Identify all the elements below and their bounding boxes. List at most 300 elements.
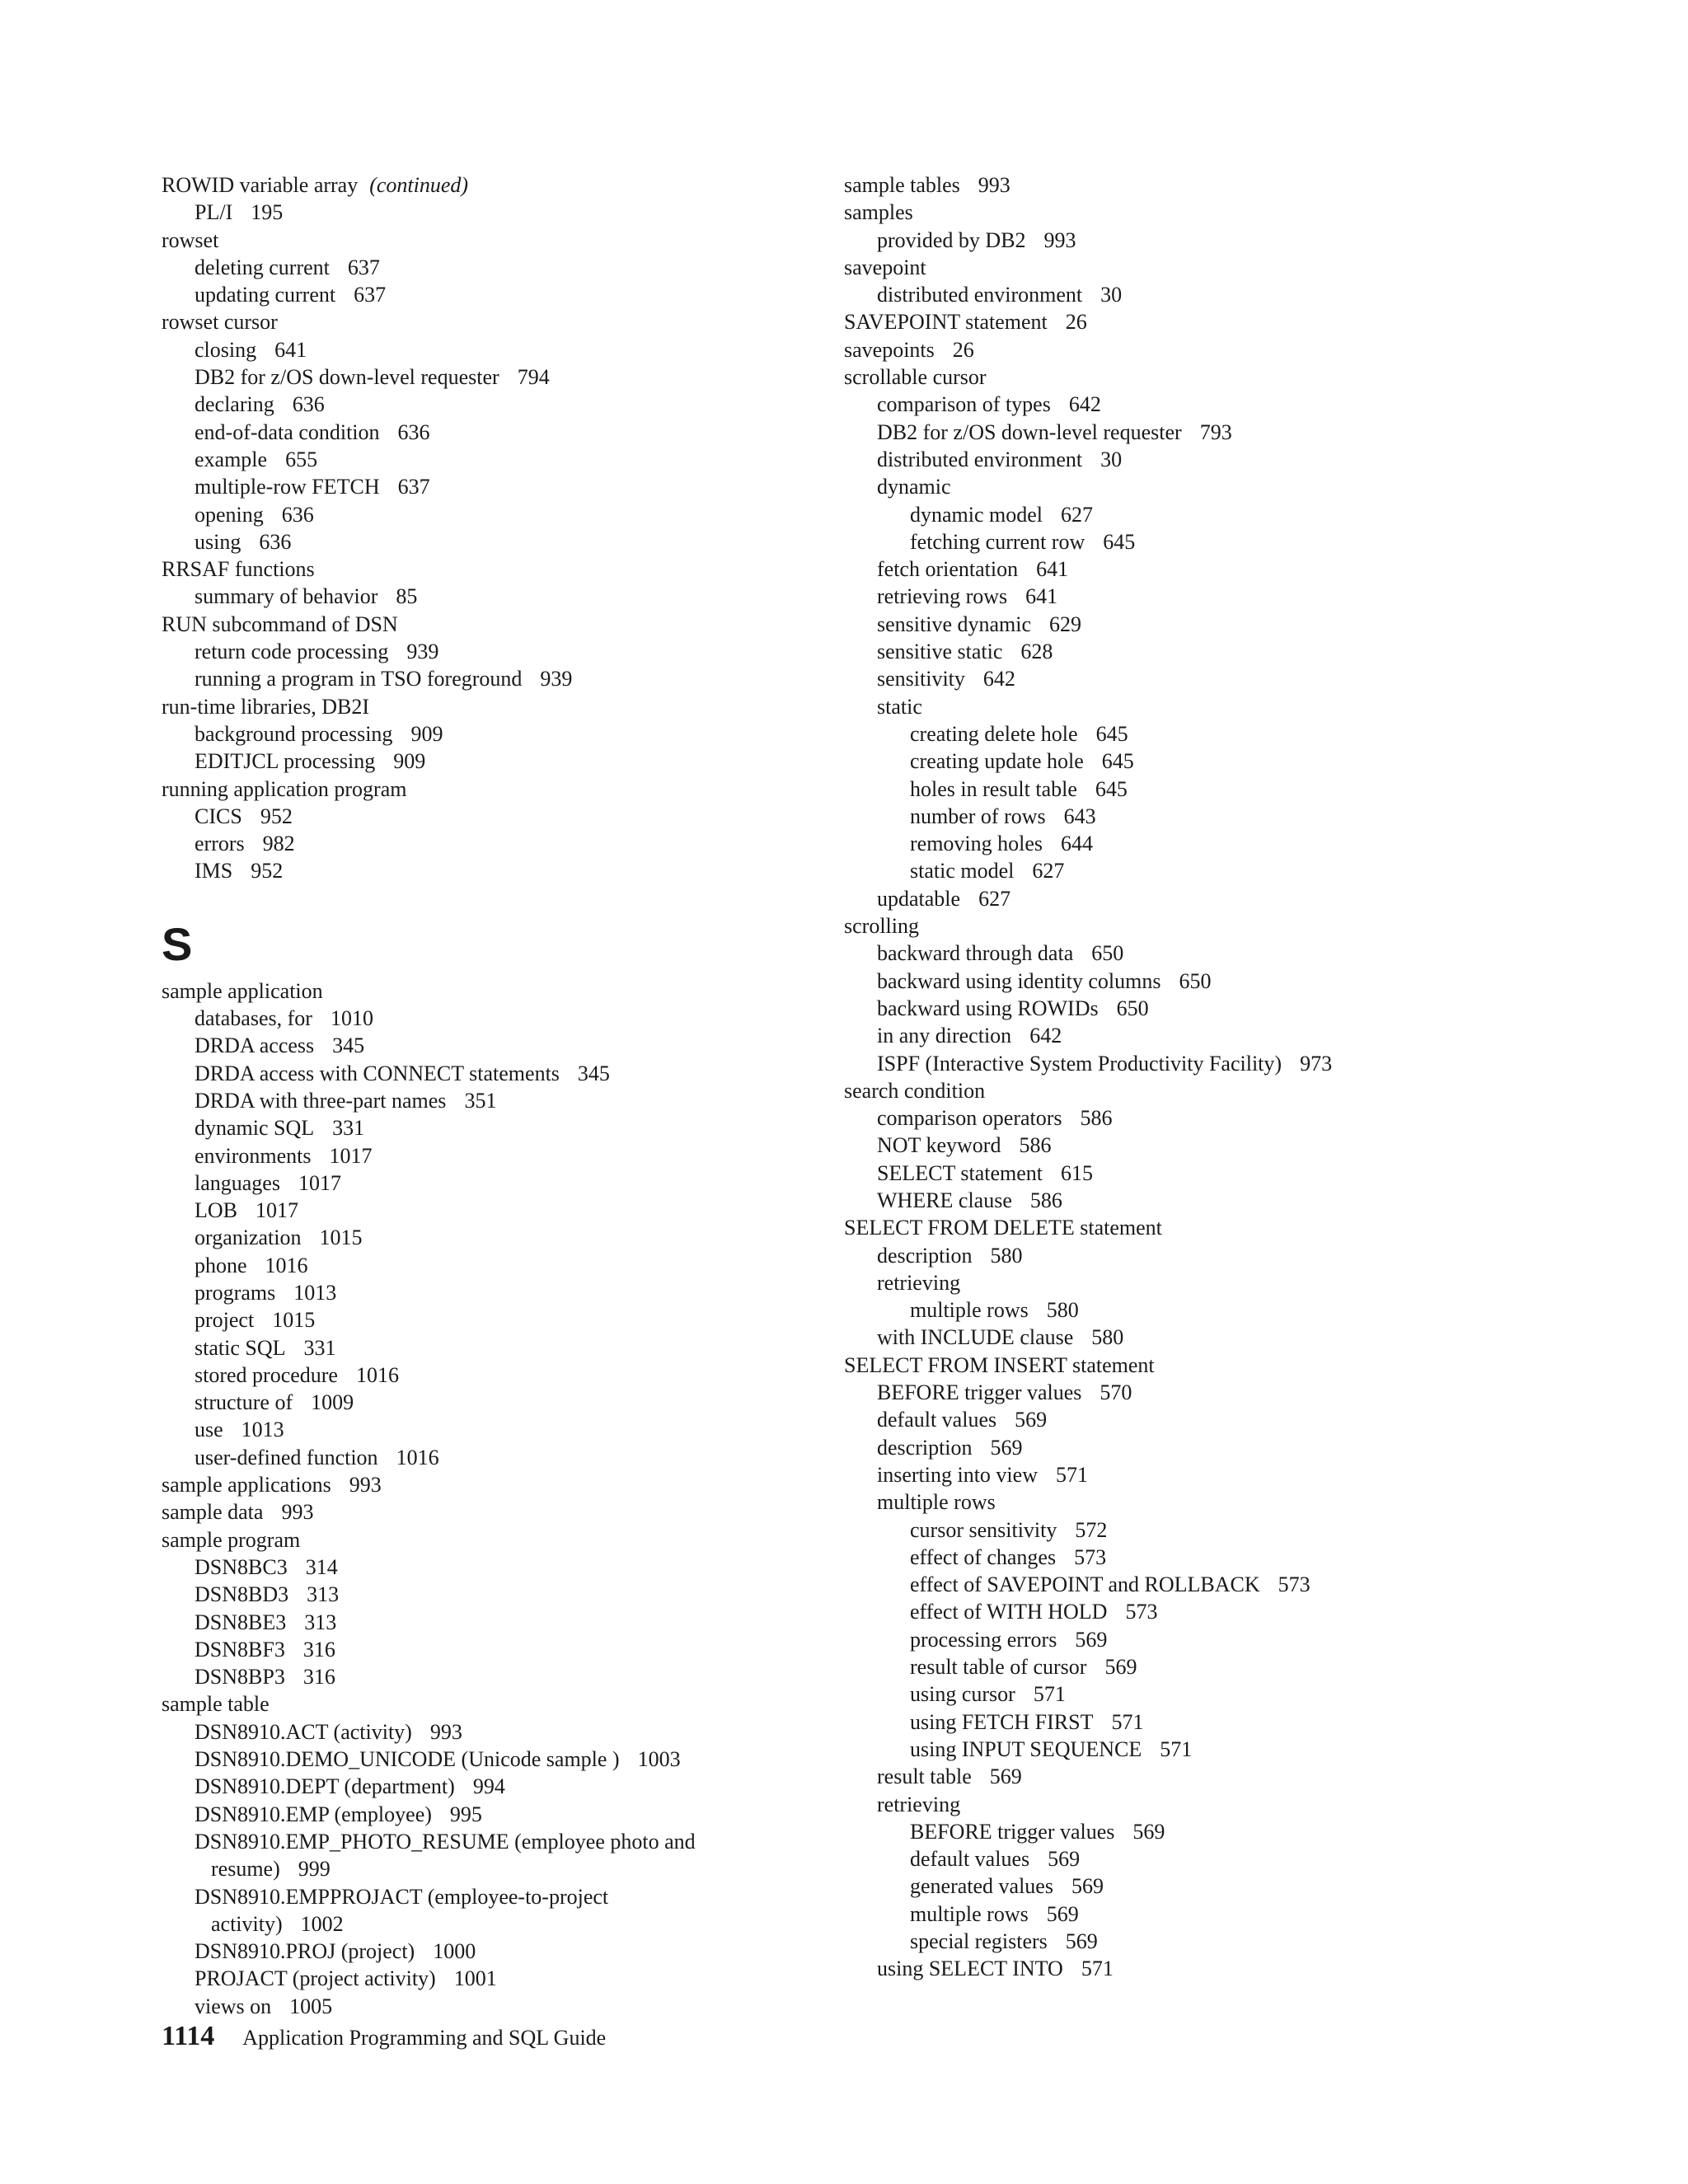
index-term: BEFORE trigger values	[910, 1819, 1115, 1844]
index-term: opening	[195, 502, 264, 527]
index-entry	[162, 1609, 788, 1636]
index-term: dynamic	[877, 475, 951, 499]
continued-note: (continued)	[369, 173, 469, 197]
page-reference: 909	[393, 749, 426, 774]
index-term: DSN8BD3	[195, 1582, 289, 1607]
page-reference: 1017	[256, 1198, 298, 1223]
index-term: effect of WITH HOLD	[910, 1600, 1108, 1624]
index-entry	[844, 1626, 1520, 1653]
index-entry	[844, 555, 1520, 583]
index-entry	[162, 611, 788, 638]
page-reference: 909	[410, 721, 443, 746]
page-reference: 580	[990, 1243, 1023, 1268]
index-entry	[162, 720, 788, 748]
page-reference: 973	[1300, 1051, 1333, 1076]
index-entry	[844, 912, 1520, 940]
index-entry	[844, 995, 1520, 1022]
index-term: RUN subcommand of DSN	[162, 612, 398, 636]
index-entry	[162, 776, 788, 803]
index-entry	[844, 693, 1520, 720]
index-term: DSN8BC3	[195, 1554, 288, 1579]
index-entry	[162, 1993, 788, 2020]
index-entry	[844, 227, 1520, 254]
index-term: rowset cursor	[162, 310, 278, 335]
index-entry	[844, 336, 1520, 363]
page-reference: 637	[354, 283, 387, 307]
index-entry	[844, 1187, 1520, 1214]
index-term: using cursor	[910, 1682, 1015, 1707]
index-term: creating delete hole	[910, 721, 1078, 746]
index-term: static model	[910, 859, 1015, 883]
page-reference: 586	[1019, 1133, 1052, 1158]
index-entry	[162, 1581, 788, 1608]
index-entry	[162, 1471, 788, 1498]
index-entry	[844, 1818, 1520, 1845]
index-term: fetch orientation	[877, 557, 1019, 582]
page-reference: 1001	[453, 1966, 497, 1991]
index-term: DSN8910.EMP (employee)	[195, 1802, 432, 1826]
index-entry	[162, 857, 788, 884]
page-reference: 569	[989, 1765, 1022, 1789]
index-entry	[162, 199, 788, 226]
index-term: retrieving	[877, 1270, 961, 1295]
page-reference: 636	[292, 392, 325, 417]
index-entry	[844, 419, 1520, 446]
index-entry	[844, 501, 1520, 528]
page-reference: 351	[464, 1088, 497, 1113]
index-term: dynamic SQL	[195, 1116, 315, 1141]
index-term: structure of	[195, 1390, 293, 1415]
index-term: programs	[195, 1280, 276, 1305]
page-reference: 993	[281, 1500, 314, 1525]
index-term: summary of behavior	[195, 584, 378, 609]
index-term: ISPF (Interactive System Productivity Facility)	[877, 1051, 1282, 1076]
page-reference: 939	[406, 640, 439, 664]
index-entry	[844, 1516, 1520, 1544]
page-reference: 573	[1074, 1544, 1107, 1569]
index-entry	[162, 1444, 788, 1471]
index-term: RRSAF functions	[162, 557, 315, 582]
index-term: NOT keyword	[877, 1133, 1001, 1158]
page-reference: 637	[347, 255, 380, 279]
index-term: updatable	[877, 886, 961, 911]
index-entry	[844, 171, 1520, 199]
page-reference: 569	[1132, 1819, 1165, 1844]
index-term: comparison operators	[877, 1106, 1062, 1131]
index-term: SELECT FROM DELETE statement	[844, 1216, 1162, 1240]
index-entry	[844, 1488, 1520, 1516]
index-entry	[162, 693, 788, 720]
index-entry	[844, 1900, 1520, 1928]
index-entry	[844, 1653, 1520, 1680]
index-term: CICS	[195, 804, 242, 828]
page-reference: 1017	[298, 1170, 341, 1195]
index-entry	[162, 638, 788, 665]
index-entry	[844, 281, 1520, 308]
index-term: result table	[877, 1765, 972, 1789]
index-entry	[844, 748, 1520, 775]
page-reference: 645	[1101, 749, 1134, 774]
page-reference: 641	[274, 337, 307, 362]
index-entry	[162, 1883, 788, 1910]
index-term: provided by DB2	[877, 227, 1026, 252]
index-entry	[162, 1252, 788, 1279]
index-term: backward using identity columns	[877, 968, 1161, 993]
index-entry	[162, 501, 788, 528]
page-reference: 952	[251, 859, 284, 883]
index-term: fetching current row	[910, 529, 1085, 554]
index-term: organization	[195, 1226, 302, 1250]
page-reference: 642	[1029, 1024, 1062, 1048]
index-entry	[844, 1928, 1520, 1955]
page-number: 1114	[162, 2021, 215, 2051]
index-entry	[162, 336, 788, 363]
index-entry	[162, 1855, 788, 1882]
page-reference: 345	[332, 1033, 365, 1058]
page-reference: 993	[429, 1719, 462, 1744]
page-reference: 573	[1125, 1600, 1158, 1624]
index-term: running a program in TSO foreground	[195, 667, 523, 691]
index-entry	[844, 1269, 1520, 1296]
index-term: rowset	[162, 227, 219, 252]
index-entry	[162, 446, 788, 473]
index-term: declaring	[195, 392, 274, 417]
index-term: sample application	[162, 978, 323, 1003]
page-reference: 569	[1065, 1929, 1098, 1953]
index-term: dynamic model	[910, 502, 1043, 527]
page-reference: 636	[259, 529, 292, 554]
index-term: sample applications	[162, 1473, 331, 1497]
index-term: savepoint	[844, 255, 926, 279]
page-reference: 195	[251, 200, 284, 225]
page-reference: 1016	[355, 1362, 399, 1387]
index-term: default values	[877, 1408, 997, 1432]
index-term: languages	[195, 1170, 280, 1195]
index-term: PL/I	[195, 200, 233, 225]
page-reference: 939	[540, 667, 573, 691]
page-reference: 26	[952, 337, 974, 362]
index-entry	[162, 171, 788, 199]
index-term: cursor sensitivity	[910, 1517, 1057, 1542]
index-entry	[162, 1690, 788, 1718]
page-reference: 569	[1075, 1627, 1108, 1652]
index-term: effect of SAVEPOINT and ROLLBACK	[910, 1572, 1260, 1597]
page-reference: 573	[1278, 1572, 1311, 1597]
page-reference: 586	[1029, 1188, 1062, 1212]
index-term: EDITJCL processing	[195, 749, 376, 774]
index-term: static SQL	[195, 1335, 286, 1360]
index-term: holes in result table	[910, 776, 1077, 801]
index-term: in any direction	[877, 1024, 1012, 1048]
index-entry	[162, 1801, 788, 1828]
index-term: multiple rows	[910, 1901, 1029, 1926]
index-term: sensitive dynamic	[877, 612, 1032, 636]
page-reference: 999	[298, 1857, 331, 1882]
index-term: scrollable cursor	[844, 365, 987, 390]
page-reference: 1009	[311, 1390, 354, 1415]
index-entry	[844, 1763, 1520, 1790]
index-entry	[844, 528, 1520, 555]
index-term: WHERE clause	[877, 1188, 1012, 1212]
index-term: effect of changes	[910, 1544, 1057, 1569]
page-reference: 993	[349, 1473, 382, 1497]
index-entry	[844, 638, 1520, 665]
index-term: DRDA access with CONNECT statements	[195, 1061, 560, 1085]
index-entry	[162, 363, 788, 391]
index-entry	[162, 473, 788, 500]
index-entry	[162, 1032, 788, 1059]
index-term: multiple-row FETCH	[195, 475, 380, 499]
page-reference: 1000	[433, 1939, 476, 1964]
index-term: return code processing	[195, 640, 389, 664]
index-entry	[162, 1087, 788, 1114]
page-reference: 571	[1081, 1957, 1114, 1981]
page-reference: 345	[577, 1061, 610, 1085]
page-reference: 580	[1046, 1298, 1079, 1323]
index-entry	[162, 977, 788, 1005]
index-entry	[844, 1132, 1520, 1159]
index-term: running application program	[162, 776, 407, 801]
index-term: savepoints	[844, 337, 935, 362]
index-entry	[844, 1872, 1520, 1900]
index-term: SELECT statement	[877, 1160, 1043, 1185]
index-term: removing holes	[910, 832, 1043, 856]
index-entry	[162, 1389, 788, 1416]
index-term: views on	[195, 1994, 272, 2018]
index-entry	[162, 1938, 788, 1965]
index-entry	[162, 391, 788, 418]
index-term: DSN8BE3	[195, 1610, 287, 1634]
index-entry	[162, 803, 788, 830]
page-reference: 650	[1091, 941, 1124, 966]
index-entry	[162, 555, 788, 583]
index-entry	[844, 1736, 1520, 1763]
index-entry	[162, 1416, 788, 1443]
page-reference: 637	[397, 475, 430, 499]
index-term: backward through data	[877, 941, 1074, 966]
page-reference: 571	[1111, 1709, 1144, 1734]
page-reference: 572	[1075, 1517, 1108, 1542]
page-reference: 570	[1100, 1380, 1132, 1405]
page-reference: 655	[285, 447, 318, 471]
index-entry	[844, 1571, 1520, 1598]
index-entry	[844, 1160, 1520, 1187]
index-entry	[162, 1224, 788, 1251]
index-entry	[162, 1746, 788, 1773]
index-term: PROJACT (project activity)	[195, 1966, 436, 1991]
index-term: number of rows	[910, 804, 1046, 828]
index-entry	[844, 473, 1520, 500]
index-entry	[844, 803, 1520, 830]
index-term: DB2 for z/OS down-level requester	[195, 365, 499, 390]
index-term: description	[877, 1243, 973, 1268]
index-entry	[844, 1379, 1520, 1406]
index-term: using FETCH FIRST	[910, 1709, 1094, 1734]
index-term: background processing	[195, 721, 393, 746]
index-term: BEFORE trigger values	[877, 1380, 1082, 1405]
page-reference: 314	[305, 1554, 338, 1579]
index-entry	[162, 308, 788, 335]
index-entry	[162, 528, 788, 555]
index-term: using INPUT SEQUENCE	[910, 1736, 1142, 1761]
page-reference: 627	[1061, 502, 1094, 527]
index-term: with INCLUDE clause	[877, 1325, 1074, 1350]
page-reference: 1013	[293, 1280, 337, 1305]
page-footer	[162, 2021, 606, 2052]
index-term: DRDA with three-part names	[195, 1088, 447, 1113]
index-term: distributed environment	[877, 283, 1083, 307]
index-term: run-time libraries, DB2I	[162, 694, 369, 719]
page-reference: 1015	[319, 1226, 363, 1250]
index-entry	[844, 1955, 1520, 1982]
index-entry	[162, 1114, 788, 1141]
index-term: DSN8910.DEMO_UNICODE (Unicode sample )	[195, 1747, 620, 1772]
page-reference: 645	[1095, 776, 1128, 801]
index-term: generated values	[910, 1874, 1053, 1899]
page-reference: 650	[1179, 968, 1212, 993]
page-reference: 571	[1160, 1736, 1193, 1761]
index-entry	[162, 1498, 788, 1526]
page-reference: 316	[302, 1665, 335, 1690]
index-term: phone	[195, 1253, 247, 1277]
page-reference: 641	[1025, 584, 1058, 609]
index-entry	[844, 968, 1520, 995]
index-entry	[844, 1242, 1520, 1269]
index-term: search condition	[844, 1078, 986, 1103]
index-entry	[844, 1845, 1520, 1872]
index-term: distributed environment	[877, 447, 1083, 471]
section-letter: S	[162, 917, 193, 970]
index-entry	[162, 1910, 788, 1938]
index-entry	[844, 363, 1520, 391]
index-entry	[844, 665, 1520, 692]
index-entry	[844, 885, 1520, 912]
index-term: SAVEPOINT statement	[844, 310, 1048, 335]
index-term: updating current	[195, 283, 336, 307]
page-reference: 30	[1100, 447, 1123, 471]
page-reference: 615	[1061, 1160, 1093, 1185]
index-entry	[162, 1279, 788, 1306]
index-entry	[844, 1352, 1520, 1379]
page-reference: 30	[1100, 283, 1123, 307]
index-entry	[844, 1296, 1520, 1324]
page-reference: 645	[1103, 529, 1136, 554]
index-entry	[162, 1718, 788, 1746]
page-reference: 995	[449, 1802, 482, 1826]
index-column-right	[844, 171, 1520, 1983]
index-entry	[162, 1554, 788, 1581]
index-entry	[844, 1104, 1520, 1132]
index-entry	[844, 720, 1520, 748]
index-term: comparison of types	[877, 392, 1051, 417]
index-term: sample data	[162, 1500, 264, 1525]
page-reference: 569	[1104, 1655, 1137, 1680]
index-entry	[844, 1324, 1520, 1351]
page-reference: 569	[1071, 1874, 1104, 1899]
page-reference: 586	[1080, 1106, 1113, 1131]
index-entry	[162, 1965, 788, 1992]
index-term: DSN8910.EMP_PHOTO_RESUME (employee photo and	[195, 1829, 696, 1854]
index-entry	[844, 254, 1520, 281]
page-reference: 1015	[272, 1308, 316, 1333]
index-term: user-defined function	[195, 1445, 378, 1469]
index-entry	[844, 1708, 1520, 1736]
index-term: project	[195, 1308, 255, 1333]
index-term: special registers	[910, 1929, 1048, 1953]
index-entry	[844, 857, 1520, 884]
index-entry	[844, 1544, 1520, 1571]
page-reference: 994	[472, 1774, 505, 1799]
index-entry	[844, 611, 1520, 638]
page-reference: 952	[260, 804, 293, 828]
page-reference: 645	[1095, 721, 1128, 746]
index-term: activity)	[211, 1911, 283, 1936]
index-term: DRDA access	[195, 1033, 315, 1058]
page-reference: 650	[1116, 996, 1149, 1020]
index-term: DSN8BP3	[195, 1665, 285, 1690]
index-term: static	[877, 694, 922, 719]
index-column-left	[162, 171, 788, 2020]
index-entry	[162, 583, 788, 610]
page-reference: 628	[1020, 640, 1053, 664]
index-term: end-of-data condition	[195, 419, 380, 444]
index-entry	[162, 1334, 788, 1361]
index-term: sensitive static	[877, 640, 1003, 664]
index-entry	[162, 1306, 788, 1333]
index-term: sensitivity	[877, 667, 965, 691]
index-term: ROWID variable array	[162, 173, 359, 197]
page-reference: 26	[1065, 310, 1087, 335]
page-reference: 571	[1033, 1682, 1066, 1707]
index-term: DSN8910.PROJ (project)	[195, 1939, 415, 1964]
page-reference: 1002	[300, 1911, 344, 1936]
page-reference: 794	[517, 365, 550, 390]
index-term: deleting current	[195, 255, 330, 279]
index-term: scrolling	[844, 914, 919, 939]
index-term: multiple rows	[910, 1298, 1029, 1323]
page-reference: 641	[1036, 557, 1069, 582]
page-reference: 1005	[289, 1994, 333, 2018]
index-entry	[844, 446, 1520, 473]
index-term: DSN8910.ACT (activity)	[195, 1719, 412, 1744]
page-reference: 571	[1055, 1462, 1088, 1487]
index-entry	[162, 1005, 788, 1032]
index-entry	[844, 1077, 1520, 1104]
page-reference: 1016	[265, 1253, 308, 1277]
index-term: samples	[844, 200, 913, 225]
index-entry	[844, 1406, 1520, 1433]
index-entry	[844, 830, 1520, 857]
index-entry	[844, 1791, 1520, 1818]
page-reference: 569	[1046, 1901, 1079, 1926]
page-reference: 1013	[241, 1418, 284, 1442]
index-entry	[162, 1773, 788, 1800]
page-reference: 313	[304, 1610, 337, 1634]
index-term: DSN8BF3	[195, 1637, 285, 1661]
page-reference: 569	[1048, 1847, 1081, 1872]
index-entry	[162, 1361, 788, 1389]
index-entry	[844, 1050, 1520, 1077]
index-term: DSN8910.DEPT (department)	[195, 1774, 455, 1799]
index-entry	[162, 1828, 788, 1855]
page-reference: 636	[397, 419, 430, 444]
index-entry	[162, 1197, 788, 1224]
page-reference: 793	[1199, 419, 1232, 444]
index-term: processing errors	[910, 1627, 1057, 1652]
page-reference: 1003	[637, 1747, 681, 1772]
index-entry	[162, 1169, 788, 1197]
index-entry	[162, 419, 788, 446]
